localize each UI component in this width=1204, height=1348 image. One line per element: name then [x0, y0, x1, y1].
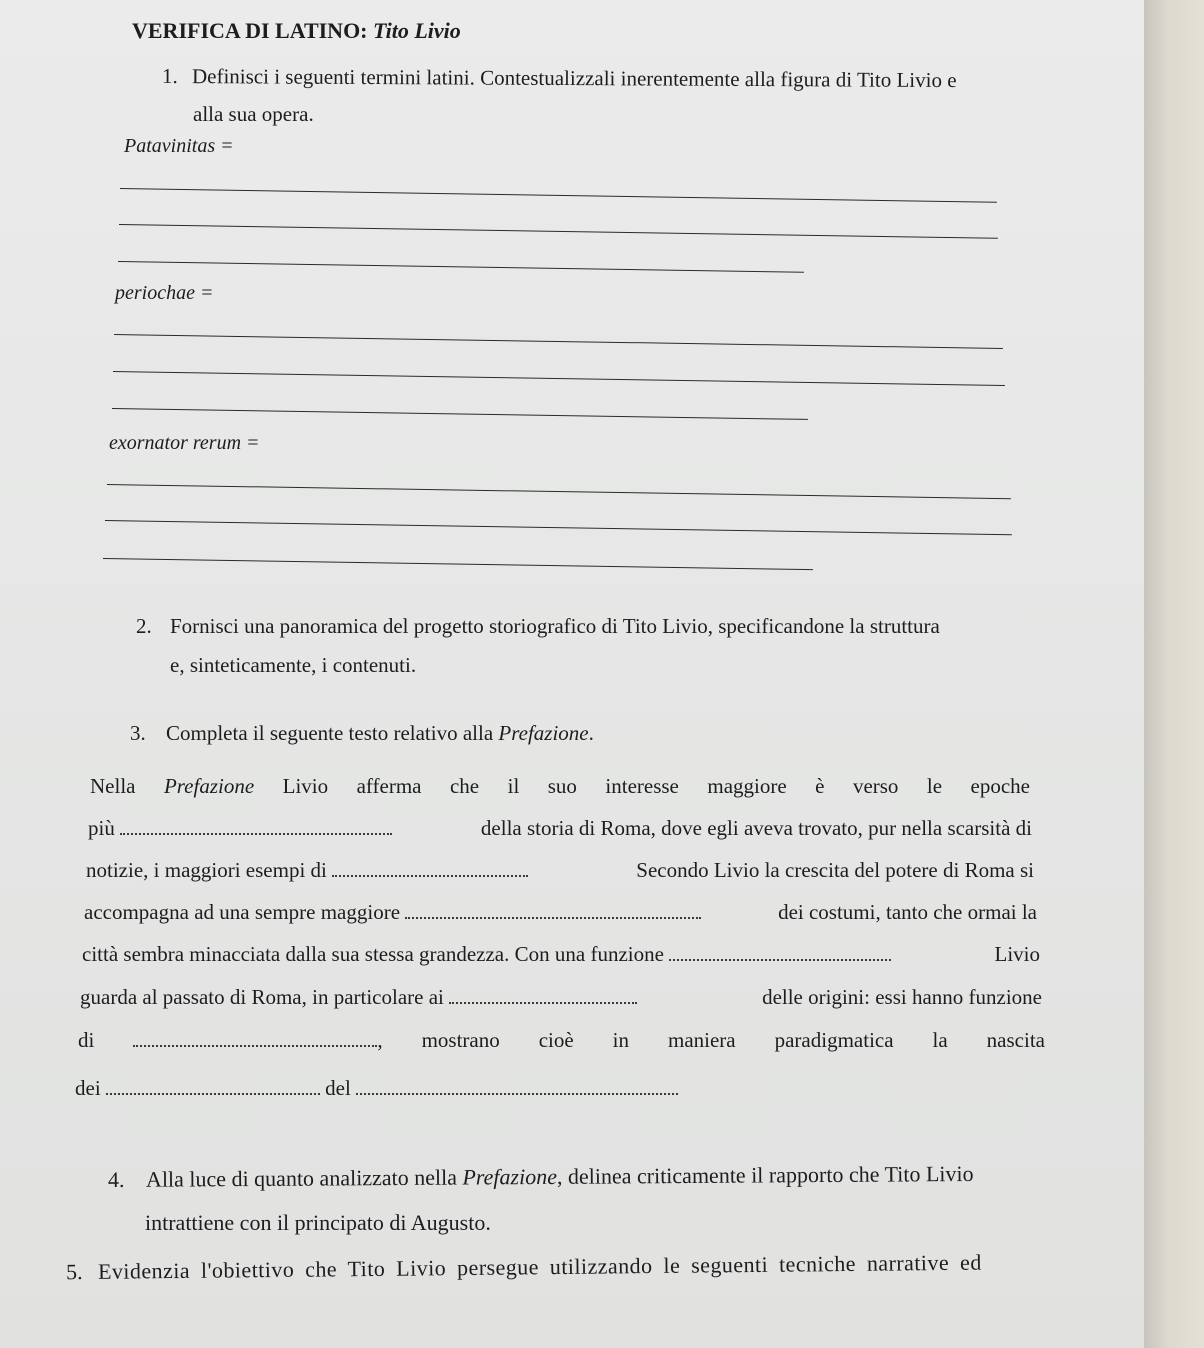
- cloze-line-1: [90, 776, 1030, 797]
- word: suo: [547, 774, 577, 798]
- question-4-text-end: , delinea criticamente il rapporto che Tito Livio: [556, 1160, 974, 1189]
- answer-line[interactable]: [112, 408, 808, 420]
- question-4-line-2: intrattiene con il principato di Augusto.: [145, 1210, 491, 1235]
- word: che: [449, 774, 480, 798]
- cloze-text: ,: [377, 1028, 383, 1052]
- question-3: [130, 721, 594, 746]
- word: paradigmatica: [774, 1028, 894, 1052]
- question-5-line-1: Evidenzia l'obiettivo che Tito Livio persegue utilizzando le seguenti tecniche narrative ed: [97, 1249, 982, 1284]
- cloze-text: città sembra minacciata dalla sua stessa grandezza. Con una funzione: [82, 942, 664, 966]
- word: afferma: [356, 774, 422, 798]
- cloze-text: delle origini: essi hanno funzione: [762, 985, 1042, 1009]
- question-1-line-2: alla sua opera.: [193, 102, 314, 126]
- cloze-text: dei costumi, tanto che ormai la: [778, 900, 1037, 924]
- cloze-text: di: [78, 1028, 95, 1052]
- cloze-blank[interactable]: [449, 988, 637, 1004]
- answer-line[interactable]: [103, 558, 813, 570]
- question-2: [136, 614, 940, 639]
- word: le: [926, 774, 943, 798]
- question-number: 1.: [161, 63, 178, 89]
- term-periochae: periochae =: [115, 282, 214, 304]
- desk-background: [1144, 0, 1204, 1348]
- word: Nella: [90, 774, 136, 798]
- word: interesse: [605, 774, 679, 798]
- cloze-line-3: [86, 860, 1034, 881]
- word: è: [815, 774, 825, 798]
- cloze-line-6: [80, 987, 1042, 1008]
- question-1: [162, 64, 957, 93]
- answer-line[interactable]: [113, 371, 1005, 386]
- answer-line[interactable]: [118, 261, 804, 273]
- word: mostrano: [421, 1028, 500, 1052]
- question-number: 5.: [65, 1259, 83, 1285]
- answer-line[interactable]: [119, 224, 998, 239]
- answer-line[interactable]: [107, 484, 1011, 499]
- cloze-line-2: [88, 818, 1032, 839]
- word: in: [612, 1028, 630, 1052]
- cloze-blank[interactable]: [106, 1079, 320, 1095]
- word: Livio: [282, 774, 329, 798]
- cloze-blank[interactable]: [120, 819, 392, 835]
- question-number: 4.: [107, 1166, 125, 1193]
- cloze-line-5: [82, 944, 1040, 965]
- question-3-intro-italic: Prefazione: [498, 721, 589, 745]
- cloze-line-7: [78, 1030, 1045, 1051]
- cloze-text: accompagna ad una sempre maggiore: [84, 900, 401, 924]
- word: verso: [852, 774, 899, 798]
- cloze-line-4: [84, 902, 1037, 923]
- cloze-text: del: [325, 1076, 351, 1100]
- word: maggiore: [707, 774, 787, 798]
- title-text: VERIFICA DI LATINO:: [132, 18, 368, 43]
- cloze-text: della storia di Roma, dove egli aveva trovato, pur nella scarsità di: [480, 816, 1032, 840]
- question-2-line-2: e, sinteticamente, i contenuti.: [170, 653, 417, 677]
- answer-line[interactable]: [120, 188, 997, 203]
- question-2-line-1: Fornisci una panoramica del progetto storiografico di Tito Livio, specificandone la struttura: [170, 614, 940, 638]
- cloze-text: dei: [75, 1076, 101, 1100]
- word: epoche: [970, 774, 1030, 798]
- term-patavinitas: Patavinitas =: [124, 135, 234, 157]
- cloze-text: notizie, i maggiori esempi di: [86, 858, 327, 882]
- word: maniera: [668, 1028, 736, 1052]
- question-4: [108, 1161, 974, 1193]
- question-5: [66, 1249, 1058, 1285]
- cloze-text: guarda al passato di Roma, in particolare ai: [80, 985, 444, 1009]
- question-3-intro: Completa il seguente testo relativo alla: [166, 721, 494, 745]
- cloze-text: Secondo Livio la crescita del potere di Roma si: [636, 858, 1034, 882]
- answer-line[interactable]: [114, 334, 1003, 349]
- cloze-text: Livio: [994, 942, 1040, 966]
- cloze-blank[interactable]: [405, 903, 701, 919]
- cloze-text: più: [88, 816, 115, 840]
- word: cioè: [538, 1028, 574, 1052]
- word: la: [932, 1028, 948, 1052]
- cloze-blank[interactable]: [133, 1031, 377, 1047]
- cloze-line-8: [75, 1078, 678, 1099]
- question-1-line-1: Definisci i seguenti termini latini. Contestualizzali inerentemente alla figura di Tito Livio e: [191, 64, 957, 93]
- word: Prefazione: [163, 774, 255, 798]
- question-4-italic: Prefazione: [462, 1163, 558, 1190]
- word: il: [507, 774, 520, 798]
- question-4-text: Alla luce di quanto analizzato nella: [145, 1164, 458, 1192]
- answer-line[interactable]: [105, 520, 1012, 535]
- question-number: 3.: [130, 721, 146, 745]
- question-3-intro-end: .: [588, 721, 594, 745]
- title-subject: Tito Livio: [373, 18, 461, 43]
- term-exornator-rerum: exornator rerum =: [109, 432, 260, 454]
- cloze-blank[interactable]: [356, 1079, 678, 1095]
- word: nascita: [986, 1028, 1045, 1052]
- cloze-blank[interactable]: [332, 861, 528, 877]
- page-title: [132, 18, 461, 44]
- cloze-blank[interactable]: [669, 945, 891, 961]
- question-number: 2.: [136, 614, 152, 638]
